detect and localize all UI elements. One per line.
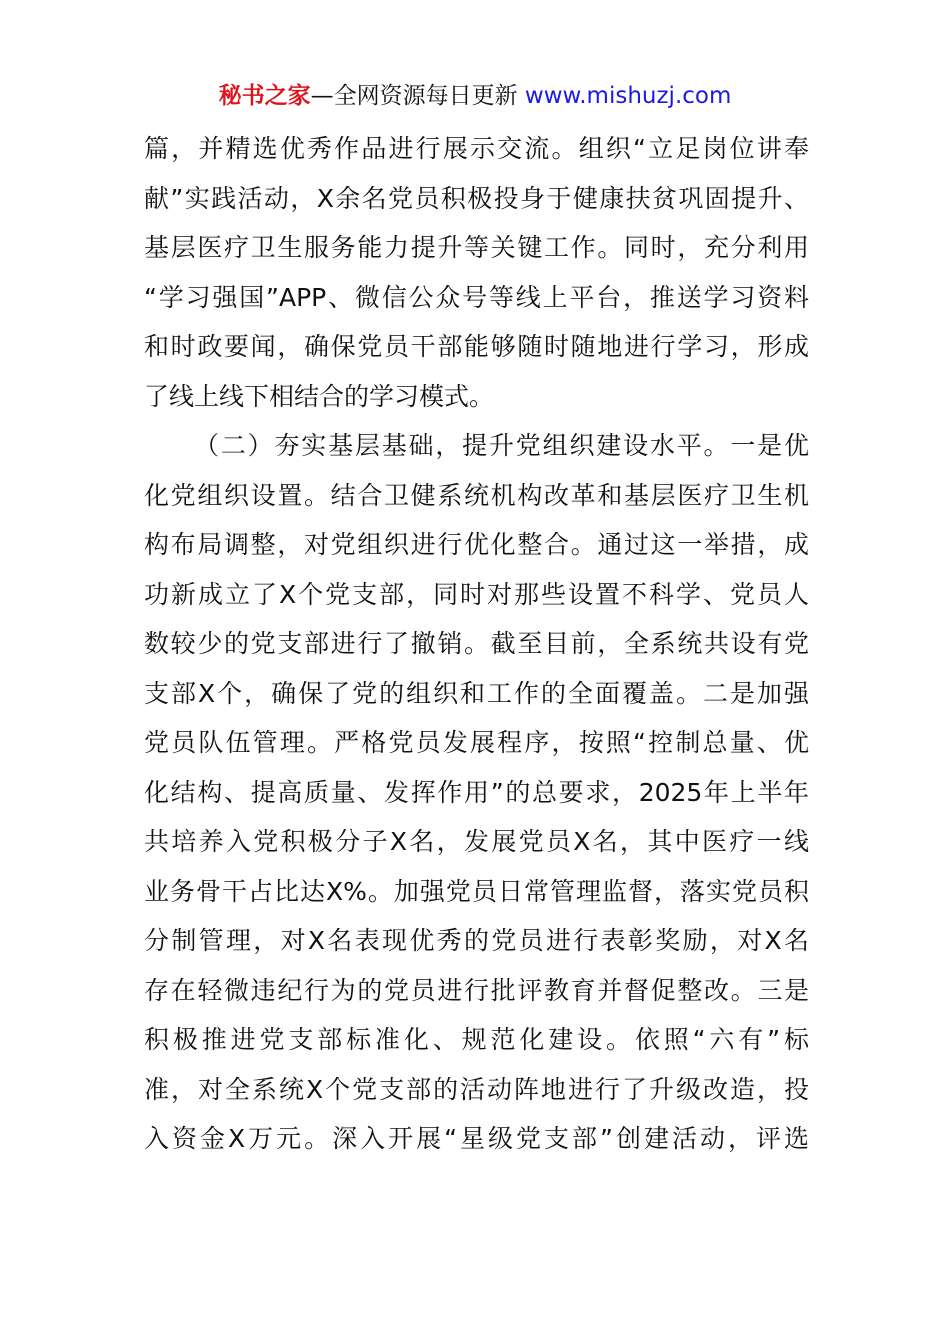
text-line: （二）夯实基层基础，提升党组织建设水平。一是优 bbox=[194, 431, 809, 460]
text-line: 献”实践活动，X余名党员积极投身于健康扶贫巩固提升、 bbox=[144, 183, 809, 213]
text-line: 积极推进党支部标准化、规范化建设。依照“六有”标 bbox=[144, 1025, 809, 1054]
text-line: 存在轻微违纪行为的党员进行批评教育并督促整改。三是 bbox=[144, 975, 809, 1005]
website-link[interactable]: www.mishuzj.com bbox=[524, 83, 732, 109]
text-line: 共培养入党积极分子X名，发展党员X名，其中医疗一线 bbox=[144, 827, 809, 856]
paragraph-2 bbox=[144, 421, 809, 1164]
text-line: 数较少的党支部进行了撤销。截至目前，全系统共设有党 bbox=[144, 629, 809, 658]
text-line: 化党组织设置。结合卫健系统机构改革和基层医疗卫生机 bbox=[144, 480, 809, 510]
text-line: 业务骨干占比达X%。加强党员日常管理监督，落实党员积 bbox=[144, 876, 809, 906]
text-line: 和时政要闻，确保党员干部能够随时随地进行学习，形成 bbox=[144, 332, 809, 361]
text-line: 功新成立了X个党支部，同时对那些设置不科学、党员人 bbox=[144, 579, 809, 609]
brand-name: 秘书之家 bbox=[218, 83, 311, 109]
text-line: 了线上线下相结合的学习模式。 bbox=[144, 381, 495, 411]
text-line: “学习强国”APP、微信公众号等线上平台，推送学习资料 bbox=[144, 282, 809, 312]
text-line: 篇，并精选优秀作品进行展示交流。组织“立足岗位讲奉 bbox=[144, 134, 809, 163]
text-line: 分制管理，对X名表现优秀的党员进行表彰奖励，对X名 bbox=[144, 926, 809, 955]
text-line: 支部X个，确保了党的组织和工作的全面覆盖。二是加强 bbox=[144, 678, 809, 708]
text-line: 党员队伍管理。严格党员发展程序，按照“控制总量、优 bbox=[144, 728, 809, 757]
header-tagline: —全网资源每日更新 bbox=[310, 83, 525, 109]
text-line: 基层医疗卫生服务能力提升等关键工作。同时，充分利用 bbox=[144, 233, 809, 262]
paragraph-1 bbox=[144, 124, 809, 421]
text-line: 构布局调整，对党组织进行优化整合。通过这一举措，成 bbox=[144, 530, 809, 559]
text-line: 准，对全系统X个党支部的活动阵地进行了升级改造，投 bbox=[144, 1074, 809, 1104]
text-line: 化结构、提高质量、发挥作用”的总要求，2025年上半年 bbox=[144, 777, 809, 807]
document-body bbox=[144, 124, 809, 1164]
page-header bbox=[0, 78, 950, 114]
text-line: 入资金X万元。深入开展“星级党支部”创建活动，评选 bbox=[144, 1124, 809, 1153]
